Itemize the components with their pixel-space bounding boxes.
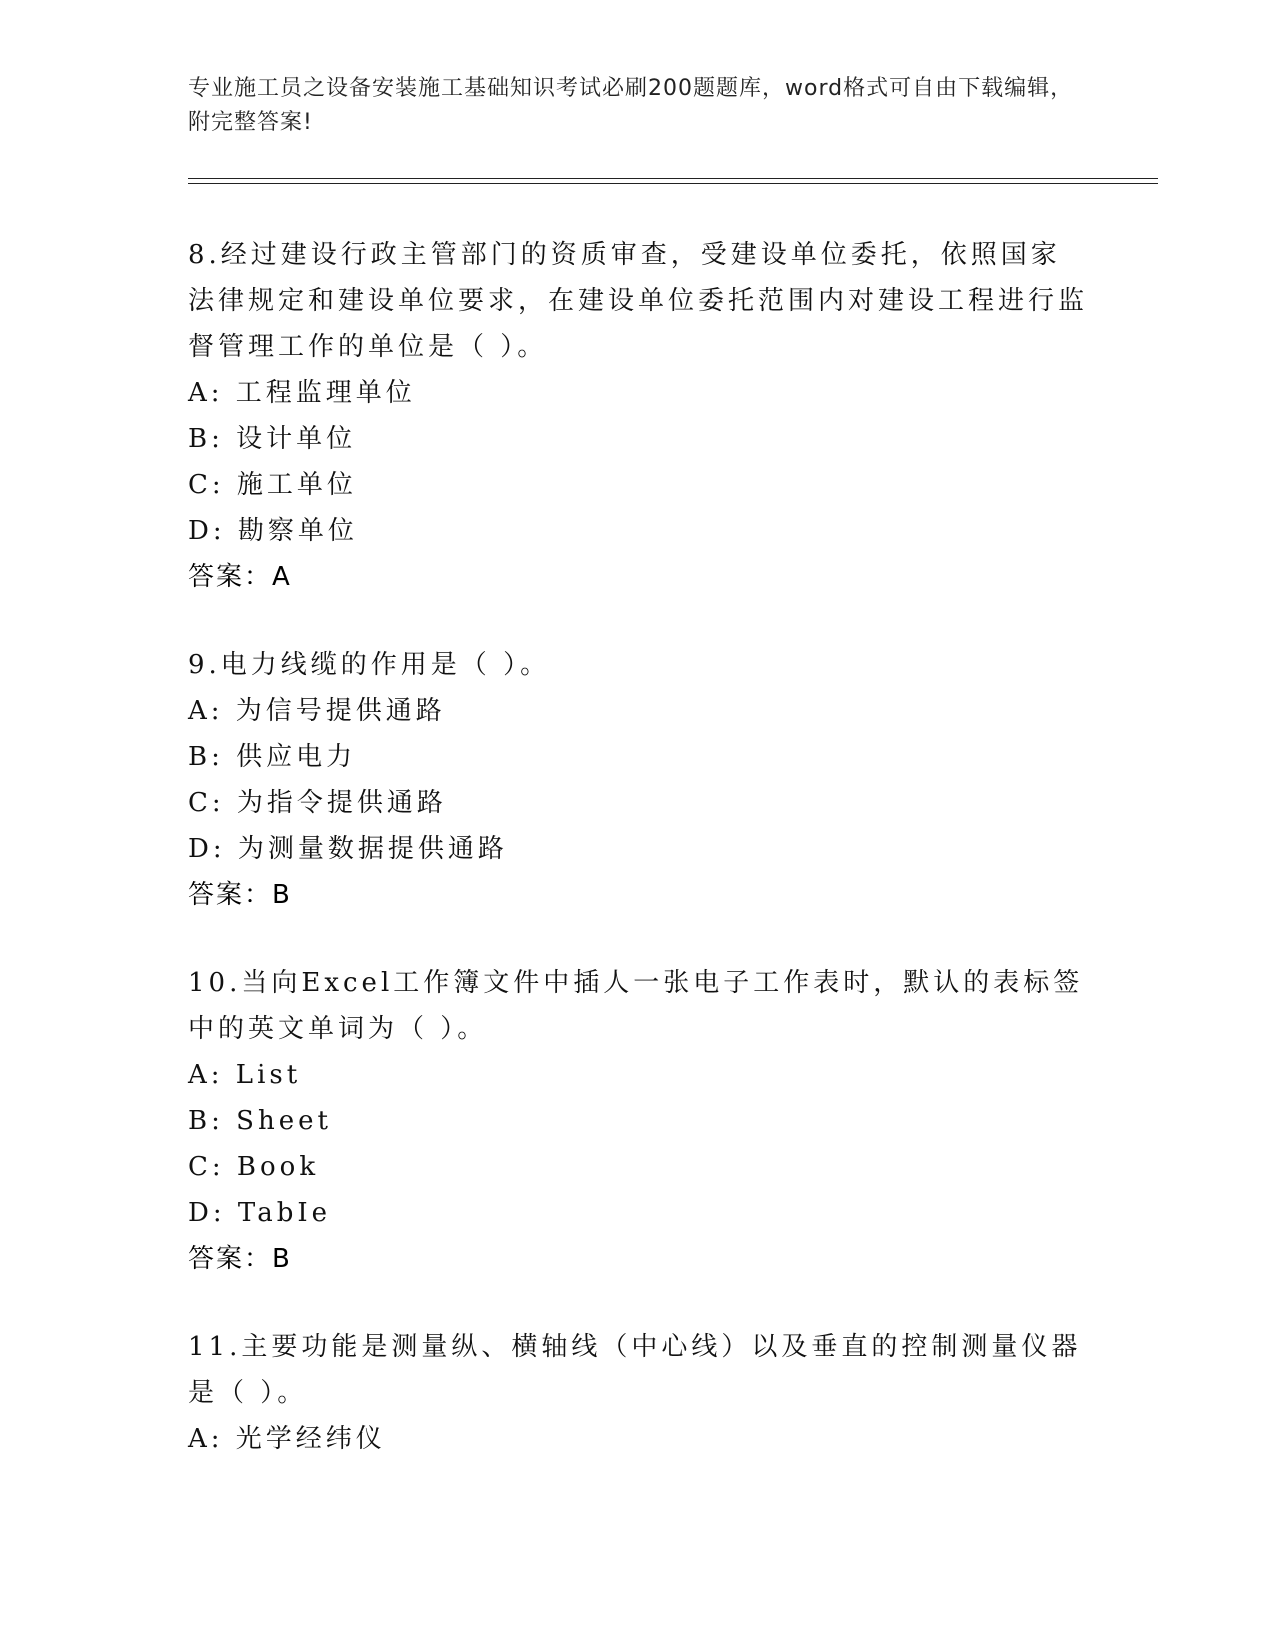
header-rule-bottom xyxy=(188,183,1158,184)
option-d: D: 为测量数据提供通路 xyxy=(188,834,508,864)
option-a: A: 为信号提供通路 xyxy=(188,696,446,726)
document-header-title: 专业施工员之设备安装施工基础知识考试必刷200题题库，word格式可自由下载编辑，附完整答案! xyxy=(188,76,1074,135)
option-d: D: 勘察单位 xyxy=(188,516,358,546)
answer-line: 答案：A xyxy=(188,562,292,592)
option-a: A: 光学经纬仪 xyxy=(188,1424,386,1454)
answer-line: 答案：B xyxy=(188,1244,292,1274)
question-11 xyxy=(188,1324,1088,1462)
option-d: D: TabIe xyxy=(188,1198,331,1228)
answer-line: 答案：B xyxy=(188,880,292,910)
question-10 xyxy=(188,960,1088,1282)
option-a: A: 工程监理单位 xyxy=(188,378,416,408)
option-c: C: 施工单位 xyxy=(188,470,357,500)
question-8 xyxy=(188,232,1088,600)
option-a: A: List xyxy=(188,1060,302,1090)
question-list xyxy=(188,232,1088,1504)
question-stem: 10.当向Excel工作簿文件中插人一张电子工作表时，默认的表标签中的英文单词为（ ）。 xyxy=(188,968,1084,1044)
question-stem: 11.主要功能是测量纵、横轴线（中心线）以及垂直的控制测量仪器是（ ）。 xyxy=(188,1332,1082,1408)
option-b: B: 设计单位 xyxy=(188,424,357,454)
option-b: B: Sheet xyxy=(188,1106,332,1136)
question-9 xyxy=(188,642,1088,918)
header-rule-top xyxy=(188,178,1158,179)
option-c: C: Book xyxy=(188,1152,320,1182)
option-c: C: 为指令提供通路 xyxy=(188,788,447,818)
question-stem: 9.电力线缆的作用是（ ）。 xyxy=(188,650,551,680)
option-b: B: 供应电力 xyxy=(188,742,357,772)
question-stem: 8.经过建设行政主管部门的资质审查，受建设单位委托，依照国家法律规定和建设单位要求，在建设单位委托范围内对建设工程进行监督管理工作的单位是（ ）。 xyxy=(188,240,1089,362)
